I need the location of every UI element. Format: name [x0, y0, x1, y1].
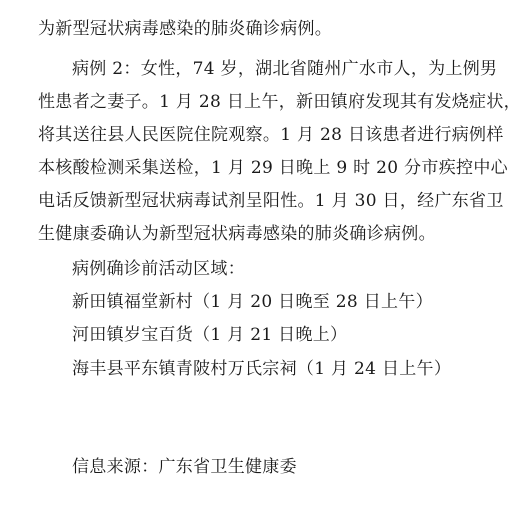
text-line-4: 将其送往县人民医院住院观察。1 月 28 日该患者进行病例样	[38, 125, 504, 145]
text-line-6: 电话反馈新型冠状病毒试剂呈阳性。1 月 30 日，经广东省卫	[38, 191, 504, 211]
text-line-5: 本核酸检测采集送检，1 月 29 日晚上 9 时 20 分市疾控中心	[38, 158, 508, 178]
text-line-2: 病例 2：女性，74 岁，湖北省随州广水市人，为上例男	[72, 59, 498, 79]
info-source: 信息来源：广东省卫生健康委	[72, 457, 297, 477]
text-line-3: 性患者之妻子。1 月 28 日上午，新田镇府发现其有发烧症状，	[38, 92, 521, 112]
location-item-3: 海丰县平东镇青陂村万氏宗祠（1 月 24 日上午）	[72, 359, 452, 379]
location-item-2: 河田镇岁宝百货（1 月 21 日晚上）	[72, 325, 348, 345]
text-line-1: 为新型冠状病毒感染的肺炎确诊病例。	[38, 19, 333, 39]
section-heading: 病例确诊前活动区域：	[72, 259, 245, 279]
text-line-7: 生健康委确认为新型冠状病毒感染的肺炎确诊病例。	[38, 224, 436, 244]
location-item-1: 新田镇福堂新村（1 月 20 日晚至 28 日上午）	[72, 292, 433, 312]
